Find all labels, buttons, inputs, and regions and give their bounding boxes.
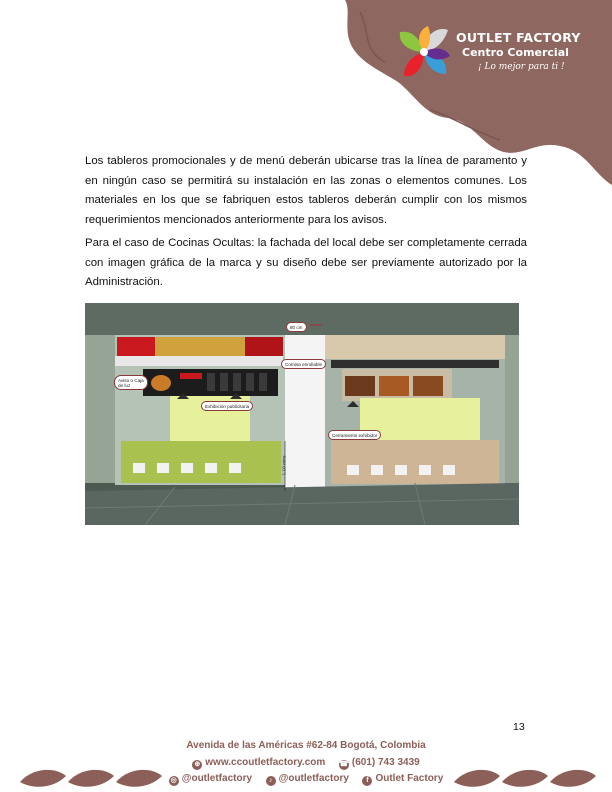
- brand-title: OUTLET FACTORY: [456, 30, 581, 45]
- globe-icon: ⊕: [192, 760, 202, 770]
- footer-phone[interactable]: (601) 743 3439: [351, 757, 420, 768]
- paragraph-promotional-boards: Los tableros promocionales y de menú deberán ubicarse tras la línea de paramento y en ningún caso se permitirá su instalación en las zonas o elementos comunes. Los materiales en los que se fabriquen estos tableros deberán cumplir con los mismos requerimientos mencionados anteriormente para los avisos.: [85, 155, 527, 226]
- label-counter: Cerramiento exhibidor: [328, 430, 381, 440]
- brand-subtitle: Centro Comercial: [462, 46, 569, 59]
- storefront-render: [85, 303, 519, 525]
- label-dimension-top: 80 cm: [286, 322, 307, 332]
- label-light-box: Aviso o Caja de luz: [114, 375, 148, 390]
- brand-tagline: ¡ Lo mejor para ti !: [478, 62, 565, 72]
- brand-block: [456, 30, 606, 72]
- storefront-illustration: [85, 303, 519, 525]
- footer-tiktok[interactable]: @outletfactory: [278, 773, 349, 784]
- label-cornice: Cornisa enrollable: [281, 359, 326, 369]
- label-height: 1.10 mtrs: [282, 455, 288, 476]
- footer-facebook[interactable]: Outlet Factory: [375, 773, 444, 784]
- phone-icon: ☎: [339, 761, 349, 768]
- footer-website[interactable]: www.ccoutletfactory.com: [205, 757, 326, 768]
- spiral-leaf-logo-icon: [394, 22, 454, 82]
- page-number: 13: [513, 721, 525, 733]
- footer-social-row: [0, 773, 612, 786]
- tiktok-icon: ♪: [266, 776, 276, 786]
- facebook-icon: f: [362, 776, 372, 786]
- paragraph-hidden-kitchens: Para el caso de Cocinas Ocultas: la fachada del local debe ser completamente cerrada con imagen gráfica de la marca y su diseño debe ser previamente autorizado por la Administración.: [85, 237, 527, 288]
- footer-contact-row: [0, 757, 612, 770]
- label-ad-display: Exhibición publicitaria: [201, 401, 253, 411]
- instagram-icon: ◎: [170, 777, 177, 784]
- footer-address: Avenida de las Américas #62-84 Bogotá, Colombia: [186, 740, 426, 751]
- footer-instagram[interactable]: @outletfactory: [181, 773, 253, 784]
